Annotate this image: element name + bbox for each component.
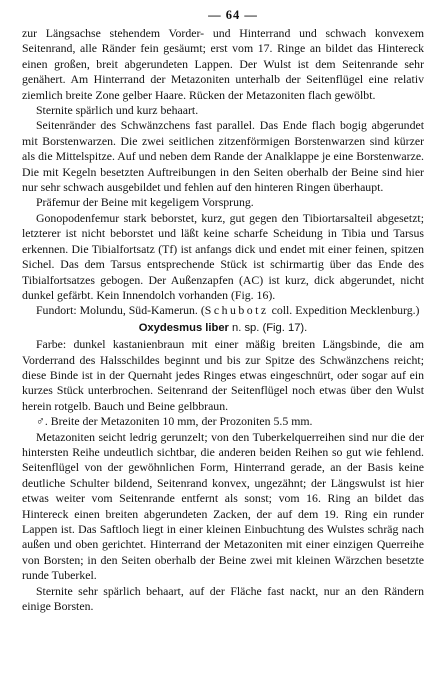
paragraph: ♂. Breite der Metazoniten 10 mm, der Prozoniten 5.5 mm. bbox=[36, 414, 313, 429]
section-2 bbox=[22, 337, 424, 614]
locality-paragraph bbox=[22, 303, 424, 318]
locality-prefix: Fundort: Molundu, Süd-Kamerun. ( bbox=[36, 303, 205, 318]
paragraph: Farbe: dunkel kastanienbraun mit einer mäßig breiten Längsbinde, die am Vorderrand des Halsschildes beginnt und bis zur Spitze des Schwänzchens reicht; diese Binde ist in der Quernaht jedes Ringes etwas eingeschnürt, oder sogar auf ein kurzes Stück unterbrochen. Seitenrand der Seitenflügel noch etwas über den Wulst herein rotgelb. Bauch und Beine gelbbraun. bbox=[22, 337, 424, 413]
paragraph: Sternite spärlich und kurz behaart. bbox=[36, 103, 199, 118]
species-name: Oxydesmus liber bbox=[138, 321, 229, 334]
species-heading-rest: n. sp. (Fig. 17). bbox=[228, 321, 308, 334]
paragraph: zur Längsachse stehendem Vorder- und Hinterrand und schwach konvexem Seitenrand, alle Ränder fein gesäumt; erst vom 17. Ringe an bildet das Hintereck einen großen, breit abgerundeten Lappen. Der Wulst ist dem Seitenrande sehr genähert. Am Hinterrand der Metazoniten unterhalb der Seitenflügel eine relativ ziemlich breite Zone gelber Haare. Rücken der Metazoniten flach gewölbt. bbox=[22, 26, 424, 102]
paragraph: Sternite sehr spärlich behaart, auf der Fläche fast nackt, nur an den Rändern einige Borsten. bbox=[22, 583, 424, 614]
species-heading bbox=[22, 321, 424, 336]
paragraph: Seitenränder des Schwänzchens fast parallel. Das Ende flach bogig abgerundet mit Borstenwarzen. Die zwei seitlichen zitzenförmigen Borstenwarzen sind kürzer als die Mittelspitze. Auf und neben dem Rande der Analklappe je eine Borstenwarze. Die mit Kegeln besetzten Auftreibungen in den Seiten oberhalb der Beine sind hier nur sehr schwach ausgebildet und fehlen auf den hinteren Ringen überhaupt. bbox=[22, 118, 424, 195]
paragraph: Präfemur der Beine mit kegeligem Vorsprung. bbox=[36, 195, 254, 210]
paragraph: Gonopodenfemur stark beborstet, kurz, gut gegen den Tibiortarsalteil abgesetzt; letzterer ist nicht beborstet und läßt keine scharfe Scheidung in Tibia und Tarsus erkennen. Die Tibialfortsatz (Tf) ist anfangs dick und endet mit einer feinen, spitzen Sichel. Das dem Tarsus entsprechende Stück ist schirmartig über das Ende des Tibialfortsatzes gebogen. Der Außenzapfen (AC) ist kurz, dick abgerundet, nicht dunkel gefärbt. Kein Innendolch vorhanden (Fig. 16). bbox=[22, 210, 424, 302]
collector-name: Schubotz bbox=[204, 303, 269, 318]
paragraph: Metazoniten seicht ledrig gerunzelt; von den Tuberkelquerreihen sind nur die der hintersten Reihe undeutlich sichtbar, die anderen beiden Reihen so gut wie fehlend. Seitenflügel von der gewöhnlichen Form, Hinterrand gerade, an der Basis keine deutliche Schulter bildend, Seitenrand konvex, ungezähnt; der Längswulst ist hier etwas weiter vom Seitenrande entfernt als sonst; vom 16. Ring an bildet das Hintereck einen breiten abgerundeten Zacken, der auf dem 19. Ring ein runder Lappen ist. Das Saftloch liegt in einer kleinen Einbuchtung des Wulstes schräg nach außen und oben gerichtet. Hinterrand der Metazoniten mit einer einzigen Querreihe von Borsten; in den Seiten oberhalb der Beine zwei mit kleinen Wärzchen besetzte runde Tuberkel. bbox=[22, 429, 424, 583]
section-1 bbox=[22, 26, 424, 319]
locality-suffix: coll. Expedition Mecklenburg.) bbox=[268, 303, 420, 318]
page-number: — 64 — bbox=[208, 8, 258, 22]
